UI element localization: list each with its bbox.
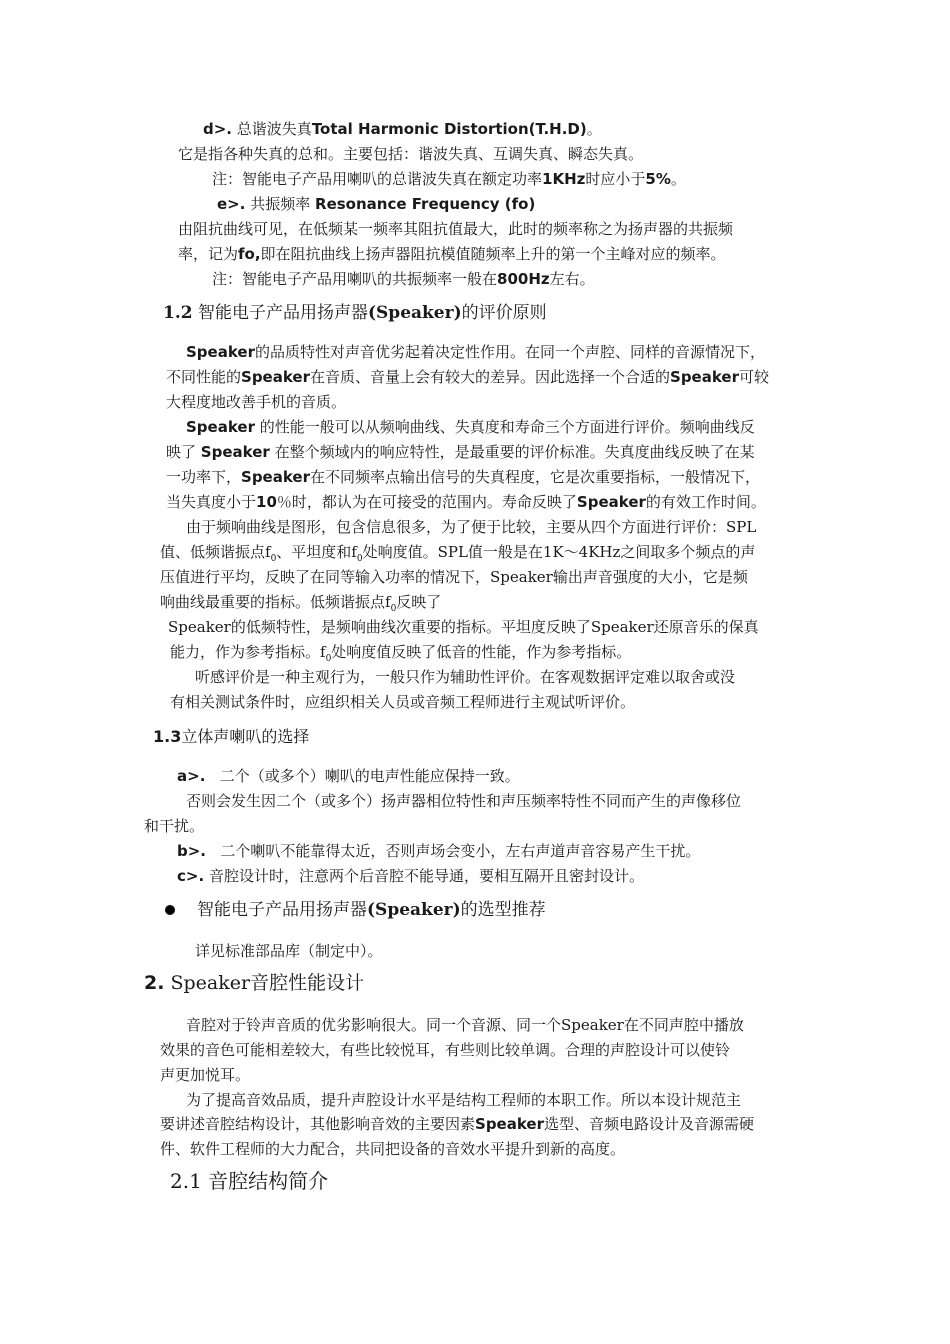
paragraph-1-text: 不同性能的 bbox=[166, 368, 242, 386]
section-1-2-title-c: 的评价原则 bbox=[461, 303, 547, 323]
paragraph-2-line-2 bbox=[166, 442, 755, 462]
paragraph-2-text: ％时，都认为在可接受的范围内。寿命反映了 bbox=[276, 493, 577, 511]
d-item-prefix: d>. bbox=[203, 120, 233, 138]
paragraph-5-line-2: 效果的音色可能相差较大，有些比较悦耳，有些则比较单调。合理的声腔设计可以使铃 bbox=[160, 1041, 731, 1059]
paragraph-6-text: 选型、音频电路设计及音源需硬 bbox=[544, 1115, 755, 1133]
d-item-en: Total Harmonic Distortion(T.H.D) bbox=[311, 120, 587, 138]
subscript: 0 bbox=[325, 654, 332, 664]
section-2-1-title: 音腔结构简介 bbox=[208, 1169, 329, 1193]
bullet-icon bbox=[165, 905, 175, 915]
percentage-value: 10 bbox=[256, 493, 277, 511]
paragraph-2-line-4 bbox=[166, 492, 766, 512]
e-item-description-2 bbox=[178, 244, 726, 264]
paragraph-3-text: 响曲线最重要的指标。低频谐振点f bbox=[160, 593, 391, 611]
paragraph-3-text: 能力，作为参考指标。f bbox=[170, 643, 326, 661]
speaker-term: Speaker bbox=[200, 443, 270, 461]
bullet-text: 详见标准部品库（制定中）。 bbox=[195, 942, 383, 960]
section-1-2-title-b: (Speaker) bbox=[367, 303, 462, 323]
paragraph-2-text: 一功率下， bbox=[166, 468, 242, 486]
d-item-end: 。 bbox=[586, 120, 602, 138]
paragraph-1-line-1 bbox=[186, 342, 765, 362]
speaker-term: Speaker bbox=[241, 468, 310, 486]
e-item-en: Resonance Frequency (fo) bbox=[315, 195, 536, 213]
paragraph-4-line-2: 有相关测试条件时，应组织相关人员或音频工程师进行主观试听评价。 bbox=[170, 693, 636, 711]
section-1-2-heading bbox=[163, 302, 547, 324]
d-note-text-a: 注：智能电子产品用喇叭的总谐波失真在额定功率 bbox=[212, 170, 543, 188]
e-desc-text-a: 率，记为 bbox=[178, 245, 239, 263]
paragraph-2-text: 在整个频域内的响应特性，是最重要的评价标准。失真度曲线反映了在某 bbox=[274, 443, 755, 461]
speaker-term: Speaker bbox=[576, 493, 646, 511]
a-item-description-1: 否则会发生因二个（或多个）扬声器相位特性和声压频率特性不同而产生的声像移位 bbox=[186, 792, 742, 810]
a-item-description-2: 和干扰。 bbox=[144, 817, 205, 835]
b-item-prefix: b>. bbox=[177, 842, 207, 860]
paragraph-3-text: 处响度值反映了低音的性能，作为参考指标。 bbox=[331, 643, 632, 661]
section-2-number: 2. bbox=[144, 972, 165, 994]
paragraph-1-text: 可较 bbox=[739, 368, 770, 386]
c-item-prefix: c>. bbox=[177, 867, 205, 885]
paragraph-3-line-2 bbox=[160, 542, 755, 569]
a-item bbox=[177, 766, 520, 786]
section-2-heading bbox=[144, 971, 364, 995]
paragraph-3-line-5: Speaker的低频特性，是频响曲线次重要的指标。平坦度反映了Speaker还原音乐的保真 bbox=[168, 618, 759, 636]
bullet-heading-b: (Speaker) bbox=[367, 900, 461, 920]
b-item bbox=[177, 841, 700, 861]
paragraph-3-line-4 bbox=[160, 592, 441, 619]
paragraph-3-text: 处响度值。SPL值一般是在1K～4KHz之间取多个频点的声 bbox=[362, 543, 756, 561]
paragraph-1-line-3: 大程度地改善手机的音质。 bbox=[166, 393, 347, 411]
paragraph-5-line-3: 声更加悦耳。 bbox=[160, 1066, 251, 1084]
d-item-note bbox=[212, 169, 686, 189]
paragraph-2-text: 的有效工作时间。 bbox=[645, 493, 766, 511]
e-item-cn: 共振频率 bbox=[250, 195, 311, 213]
paragraph-1-text: 在音质、音量上会有较大的差异。因此选择一个合适的 bbox=[310, 368, 671, 386]
speaker-term: Speaker bbox=[186, 343, 255, 361]
e-item-note bbox=[212, 269, 595, 289]
section-1-3-title: 立体声喇叭的选择 bbox=[181, 727, 310, 746]
d-note-percent: 5% bbox=[645, 170, 671, 188]
c-item bbox=[177, 866, 644, 886]
e-note-freq: 800Hz bbox=[497, 270, 550, 288]
paragraph-3-text: 反映了 bbox=[396, 593, 442, 611]
e-item-prefix: e>. bbox=[217, 195, 246, 213]
paragraph-3-line-1: 由于频响曲线是图形，包含信息很多，为了便于比较，主要从四个方面进行评价：SPL bbox=[186, 518, 757, 536]
section-2-1-number: 2.1 bbox=[170, 1169, 202, 1193]
subscript: 0 bbox=[356, 554, 363, 564]
e-desc-fo: fo, bbox=[238, 245, 261, 263]
section-1-2-number: 1.2 bbox=[163, 303, 193, 323]
e-desc-text-c: 即在阻抗曲线上扬声器阻抗模值随频率上升的第一个主峰对应的频率。 bbox=[260, 245, 726, 263]
e-note-text-a: 注：智能电子产品用喇叭的共振频率一般在 bbox=[212, 270, 498, 288]
paragraph-3-line-3: 压值进行平均，反映了在同等输入功率的情况下，Speaker输出声音强度的大小，它是频 bbox=[160, 568, 748, 586]
b-item-text: 二个喇叭不能靠得太近，否则声场会变小，左右声道声音容易产生干扰。 bbox=[220, 842, 701, 860]
a-item-prefix: a>. bbox=[177, 767, 206, 785]
e-item-heading bbox=[217, 194, 535, 214]
d-note-end: 。 bbox=[670, 170, 686, 188]
paragraph-6-line-3: 件、软件工程师的大力配合，共同把设备的音效水平提升到新的高度。 bbox=[160, 1140, 626, 1158]
paragraph-2-text: 映了 bbox=[166, 443, 197, 461]
paragraph-4-line-1: 听感评价是一种主观行为，一般只作为辅助性评价。在客观数据评定难以取舍或没 bbox=[195, 668, 736, 686]
speaker-term: Speaker bbox=[670, 368, 739, 386]
speaker-term: Speaker bbox=[241, 368, 310, 386]
paragraph-2-text: 在不同频率点输出信号的失真程度，它是次重要指标，一般情况下， bbox=[310, 468, 761, 486]
a-item-text: 二个（或多个）喇叭的电声性能应保持一致。 bbox=[219, 767, 520, 785]
d-item-heading bbox=[203, 119, 602, 139]
bullet-heading-a: 智能电子产品用扬声器 bbox=[197, 900, 367, 920]
paragraph-3-text: 、平坦度和f bbox=[276, 543, 357, 561]
bullet-heading-c: 的选型推荐 bbox=[460, 900, 546, 920]
paragraph-2-text: 的性能一般可以从频响曲线、失真度和寿命三个方面进行评价。频响曲线反 bbox=[259, 418, 755, 436]
section-1-2-title-a: 智能电子产品用扬声器 bbox=[197, 303, 368, 323]
e-item-description-1: 由阻抗曲线可见，在低频某一频率其阻抗值最大，此时的频率称之为扬声器的共振频 bbox=[178, 220, 734, 238]
subscript: 0 bbox=[390, 604, 397, 614]
paragraph-1-text: 的品质特性对声音优劣起着决定性作用。在同一个声腔、同样的音源情况下， bbox=[254, 343, 765, 361]
c-item-text: 音腔设计时，注意两个后音腔不能导通，要相互隔开且密封设计。 bbox=[208, 867, 644, 885]
d-item-cn: 总谐波失真 bbox=[236, 120, 312, 138]
paragraph-6-line-2 bbox=[160, 1114, 754, 1134]
d-note-freq: 1KHz bbox=[542, 170, 586, 188]
section-1-3-number: 1.3 bbox=[153, 727, 182, 746]
paragraph-5-line-1: 音腔对于铃声音质的优劣影响很大。同一个音源、同一个Speaker在不同声腔中播放 bbox=[186, 1016, 744, 1034]
speaker-term: Speaker bbox=[186, 418, 255, 436]
d-note-text-c: 时应小于 bbox=[585, 170, 646, 188]
section-2-title: Speaker音腔性能设计 bbox=[170, 972, 365, 994]
e-note-text-c: 左右。 bbox=[549, 270, 595, 288]
paragraph-3-text: 值、低频谐振点f bbox=[160, 543, 271, 561]
paragraph-3-line-6 bbox=[170, 642, 631, 669]
section-2-1-heading bbox=[170, 1168, 328, 1194]
paragraph-2-line-1 bbox=[186, 417, 755, 437]
paragraph-6-line-1: 为了提高音效品质，提升声腔设计水平是结构工程师的本职工作。所以本设计规范主 bbox=[186, 1091, 742, 1109]
paragraph-2-line-3 bbox=[166, 467, 760, 487]
paragraph-1-line-2 bbox=[166, 367, 769, 387]
section-1-3-heading bbox=[153, 726, 309, 748]
d-item-description: 它是指各种失真的总和。主要包括：谐波失真、互调失真、瞬态失真。 bbox=[178, 145, 644, 163]
paragraph-6-text: 要讲述音腔结构设计，其他影响音效的主要因素 bbox=[160, 1115, 476, 1133]
bullet-heading bbox=[197, 899, 546, 921]
paragraph-2-text: 当失真度小于 bbox=[166, 493, 257, 511]
speaker-term: Speaker bbox=[475, 1115, 544, 1133]
subscript: 0 bbox=[270, 554, 277, 564]
